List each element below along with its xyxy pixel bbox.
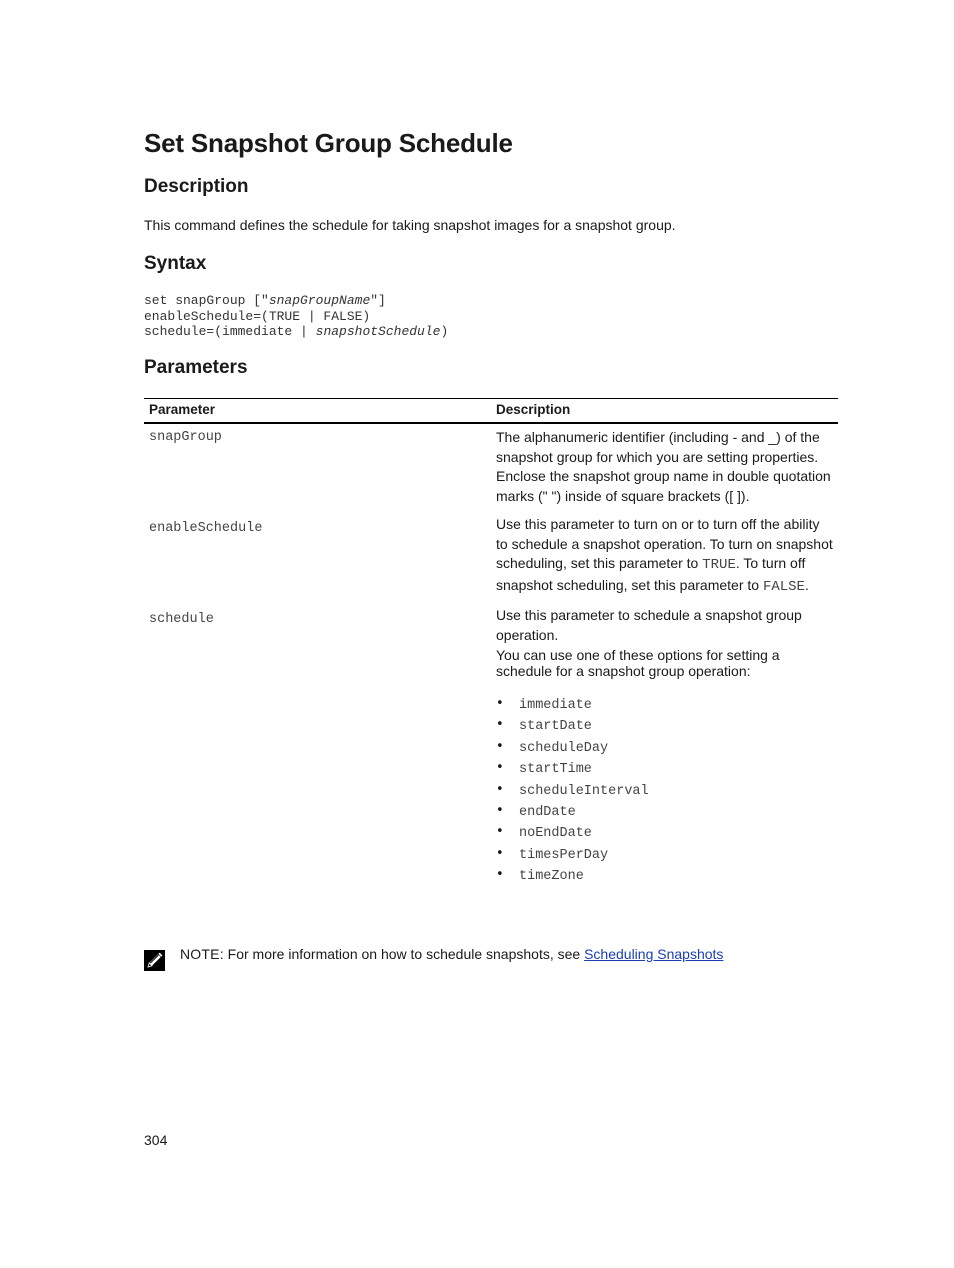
bullet-icon: • (496, 824, 504, 840)
param-description (491, 606, 838, 894)
syntax-line1-pre: set snapGroup [" (144, 293, 269, 308)
syntax-line3-post: ) (440, 324, 449, 339)
list-item (496, 864, 833, 885)
note-pencil-icon (144, 950, 165, 971)
scheduling-snapshots-link[interactable]: Scheduling Snapshots (584, 946, 724, 962)
bullet-icon: • (496, 781, 504, 797)
bullet-icon: • (496, 717, 504, 733)
syntax-heading: Syntax (144, 253, 207, 274)
bullet-icon: • (496, 867, 504, 883)
list-item (496, 800, 833, 821)
note-label: NOTE: (180, 946, 224, 962)
option-name: immediate (519, 698, 592, 713)
column-header-description: Description (491, 399, 838, 424)
option-name: startDate (519, 719, 592, 735)
param-description: The alphanumeric identifier (including - and _) of the snapshot group for which you are setting properties. Enclose the snapshot group name in double quotation marks (" ") inside of square brackets ([ ]). (496, 429, 831, 504)
list-item (496, 714, 833, 735)
column-header-parameter: Parameter (144, 399, 491, 424)
table-row (144, 515, 838, 606)
page-title: Set Snapshot Group Schedule (144, 128, 513, 158)
note-box (144, 944, 838, 974)
syntax-code-block (144, 293, 448, 340)
bullet-icon: • (496, 738, 504, 754)
schedule-options-list (496, 693, 833, 886)
syntax-line1-post: "] (370, 293, 386, 308)
param-desc-part: Use this parameter to turn on or to turn off the ability to schedule a snapshot operation. To turn on snapshot scheduling, set this parameter to (496, 516, 833, 571)
list-item (496, 779, 833, 800)
syntax-line2: enableSchedule=(TRUE | FALSE) (144, 308, 371, 324)
option-name: scheduleDay (519, 740, 609, 756)
param-desc-para: Use this parameter to schedule a snapshot group operation. (496, 607, 802, 643)
syntax-line3-var: snapshotSchedule (315, 324, 441, 339)
option-name: timeZone (519, 869, 584, 885)
param-desc-para: You can use one of these options for setting a schedule for a snapshot group operation: (496, 647, 780, 679)
syntax-line1-var: snapGroupName (268, 293, 371, 308)
option-name: scheduleInterval (519, 783, 649, 799)
bullet-icon: • (496, 760, 504, 776)
table-header-row (144, 399, 838, 424)
syntax-line3-pre: schedule=(immediate | (144, 324, 316, 339)
table-row (144, 423, 838, 515)
bullet-icon: • (496, 845, 504, 861)
note-text (180, 946, 723, 962)
parameters-table (144, 398, 838, 894)
table-row (144, 606, 838, 894)
note-body: For more information on how to schedule snapshots, see (223, 946, 585, 962)
list-item (496, 843, 833, 864)
list-item (496, 821, 833, 842)
parameters-heading: Parameters (144, 357, 248, 378)
description-heading: Description (144, 176, 249, 197)
description-text: This command defines the schedule for taking snapshot images for a snapshot group. (144, 217, 676, 233)
param-desc-part: . (804, 576, 809, 593)
param-code-false: FALSE (762, 578, 805, 595)
option-name: timesPerDay (519, 847, 609, 863)
option-name: startTime (519, 762, 592, 778)
param-code-true: TRUE (702, 557, 736, 573)
param-name: snapGroup (149, 430, 222, 445)
param-desc-part: . To turn off snapshot scheduling, set this parameter to (496, 555, 806, 593)
list-item (496, 693, 833, 714)
param-name: enableSchedule (149, 521, 263, 536)
option-name: noEndDate (519, 826, 592, 842)
option-name: endDate (519, 804, 576, 820)
page-number: 304 (144, 1132, 168, 1148)
bullet-icon: • (496, 696, 504, 711)
param-name: schedule (149, 612, 214, 627)
list-item (496, 757, 833, 778)
bullet-icon: • (496, 802, 504, 818)
param-description (491, 515, 838, 606)
list-item (496, 736, 833, 757)
